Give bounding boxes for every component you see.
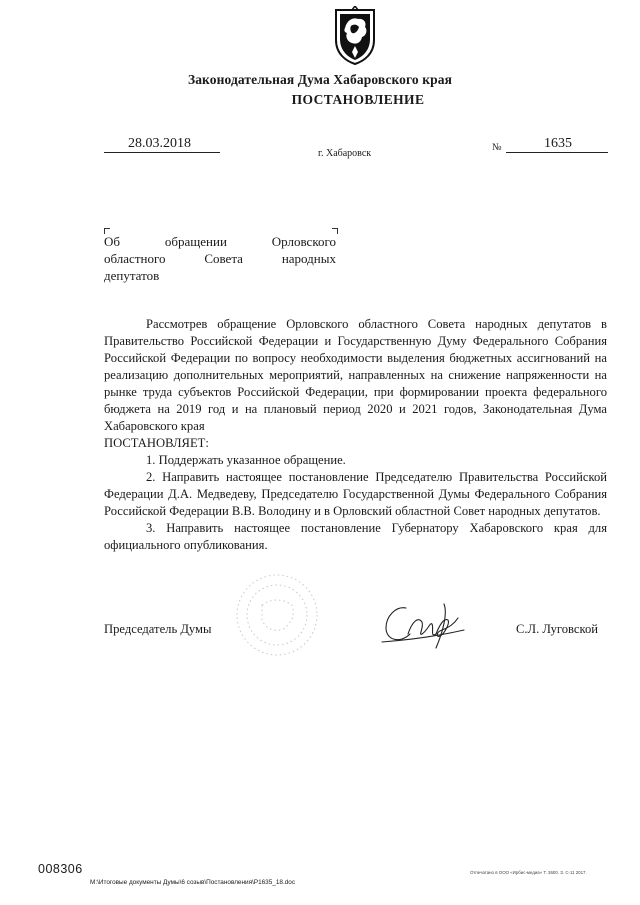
subject-word: депутатов	[104, 268, 160, 283]
resolution-item-3: 3. Направить настоящее постановление Губернатору Хабаровского края для официального опубликования.	[104, 521, 607, 552]
subject-word: Совета	[204, 251, 243, 266]
organization-name: Законодательная Дума Хабаровского края	[187, 72, 452, 87]
handwritten-signature	[378, 594, 468, 654]
subject-block	[104, 233, 336, 284]
file-path: M:\Итоговые документы Думы\6 созыв\Постановления\P1635_18.doc	[90, 879, 296, 886]
resolves-heading: ПОСТАНОВЛЯЕТ:	[104, 436, 209, 450]
coat-of-arms-icon	[330, 6, 380, 66]
document-number: 1635	[544, 136, 572, 151]
subject-line	[104, 233, 336, 250]
subject-word: народных	[281, 251, 336, 266]
number-field	[506, 136, 608, 153]
chairman-title: Председатель Думы	[104, 622, 212, 636]
document-date: 28.03.2018	[128, 136, 191, 151]
number-sign: №	[492, 142, 502, 153]
resolution-item-1: 1. Поддержать указанное обращение.	[146, 453, 346, 467]
subject-line	[104, 267, 336, 284]
subject-line	[104, 250, 336, 267]
subject-word: областного	[104, 251, 166, 266]
intro-paragraph: Рассмотрев обращение Орловского областного Совета народных депутатов в Правительство Российской Федерации и Государственную Думу Федерального Собрания Российской Федерации по вопросу необходимости выделения бюджетных ассигнований на реализацию дополнительных мероприятий, направленных на снижение напряженности на рынке труда субъектов Российской Федерации, при формировании проекта федерального бюджета на 2019 год и на плановый период 2020 и 2021 годов, Законодательная Дума Хабаровского края	[104, 317, 607, 433]
seal-stamp	[222, 570, 332, 660]
resolution-item-2: 2. Направить настоящее постановление Председателю Правительства Российской Федерации Д.А. Медведеву, Председателю Государственной Думы Федерального Собрания Российской Федерации В.В. Володину и в Орловский областной Совет народных депутатов.	[104, 470, 607, 518]
date-field	[104, 136, 220, 153]
print-note: Отпечатано в ООО «Ирбис-медиа» Т. 3600. З. С-11 2017.	[470, 870, 587, 875]
registration-number: 008306	[38, 862, 83, 876]
chairman-name: С.Л. Луговской	[516, 622, 599, 636]
document-type: ПОСТАНОВЛЕНИЕ	[291, 92, 425, 107]
subject-word: Об	[104, 234, 121, 249]
subject-word: Орловского	[271, 234, 336, 249]
document-body	[104, 316, 607, 554]
city-label: г. Хабаровск	[318, 148, 372, 159]
subject-word: обращении	[164, 234, 227, 249]
